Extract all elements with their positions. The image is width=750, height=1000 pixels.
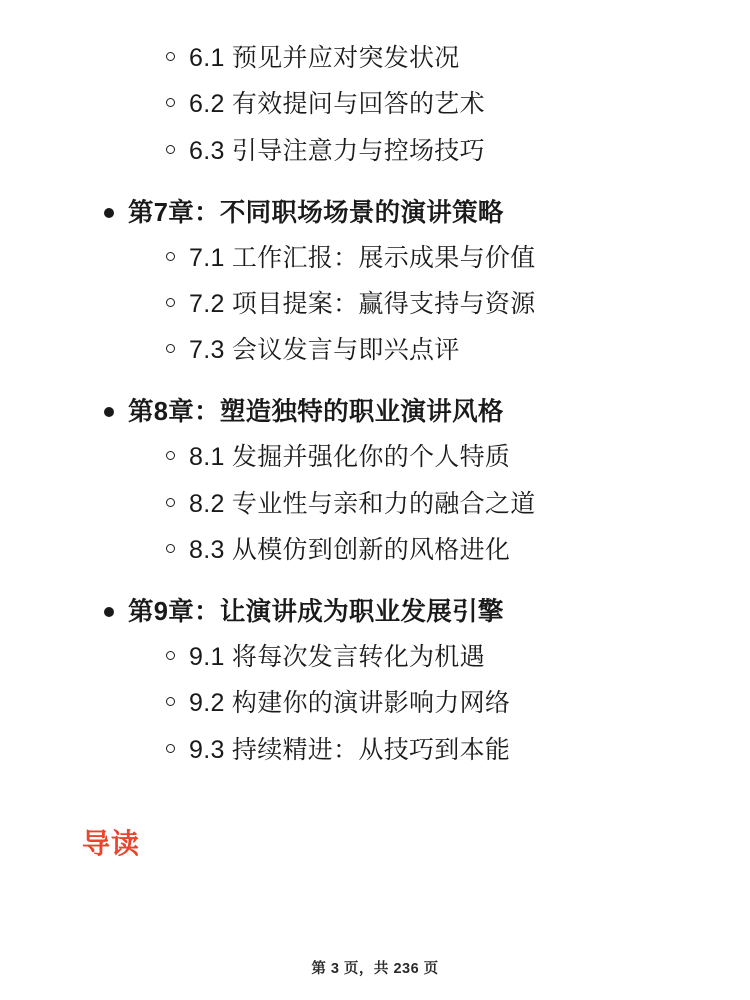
toc-item[interactable] (104, 594, 690, 631)
toc-item-label: 8.3 从模仿到创新的风格进化 (189, 535, 511, 564)
toc-item-label: 第9章：让演讲成为职业发展引擎 (128, 598, 504, 627)
bullet-solid-icon (104, 407, 114, 417)
toc-item-label: 6.3 引导注意力与控场技巧 (189, 136, 485, 165)
toc-item[interactable] (166, 40, 690, 76)
toc-item[interactable] (166, 439, 690, 475)
bullet-hollow-icon (166, 697, 175, 706)
toc-item-label: 第7章：不同职场场景的演讲策略 (128, 198, 504, 227)
bullet-solid-icon (104, 208, 114, 218)
bullet-solid-icon (104, 607, 114, 617)
bullet-hollow-icon (166, 544, 175, 553)
toc-item[interactable] (166, 86, 690, 122)
toc-item[interactable] (166, 240, 690, 276)
toc-item-label: 9.3 持续精进：从技巧到本能 (189, 735, 511, 764)
bullet-hollow-icon (166, 344, 175, 353)
section-heading: 导读 (82, 827, 141, 859)
toc-item-label: 7.1 工作汇报：展示成果与价值 (189, 243, 536, 272)
toc-item[interactable] (166, 133, 690, 169)
bullet-hollow-icon (166, 145, 175, 154)
toc-item[interactable] (166, 685, 690, 721)
toc-item-label: 7.2 项目提案：赢得支持与资源 (189, 289, 536, 318)
bullet-hollow-icon (166, 52, 175, 61)
toc-item-label: 9.1 将每次发言转化为机遇 (189, 643, 485, 672)
bullet-hollow-icon (166, 98, 175, 107)
page-footer: 第 3 页，共 236 页 (311, 961, 439, 977)
toc-item[interactable] (166, 639, 690, 675)
bullet-hollow-icon (166, 451, 175, 460)
toc-item-label: 7.3 会议发言与即兴点评 (189, 336, 460, 365)
toc-item[interactable] (166, 486, 690, 522)
toc-item-label: 8.1 发掘并强化你的个人特质 (189, 443, 511, 472)
toc-item[interactable] (104, 195, 690, 232)
toc-item-label: 8.2 专业性与亲和力的融合之道 (189, 489, 536, 518)
table-of-contents (60, 40, 690, 768)
toc-item-label: 第8章：塑造独特的职业演讲风格 (128, 398, 504, 427)
toc-item-label: 9.2 构建你的演讲影响力网络 (189, 689, 511, 718)
toc-item-label: 6.2 有效提问与回答的艺术 (189, 90, 485, 119)
toc-item[interactable] (166, 286, 690, 322)
bullet-hollow-icon (166, 252, 175, 261)
bullet-hollow-icon (166, 298, 175, 307)
toc-item[interactable] (166, 732, 690, 768)
bullet-hollow-icon (166, 498, 175, 507)
toc-item-label: 6.1 预见并应对突发状况 (189, 44, 460, 72)
toc-item[interactable] (166, 532, 690, 568)
toc-item[interactable] (166, 332, 690, 368)
bullet-hollow-icon (166, 744, 175, 753)
bullet-hollow-icon (166, 651, 175, 660)
toc-item[interactable] (104, 394, 690, 431)
